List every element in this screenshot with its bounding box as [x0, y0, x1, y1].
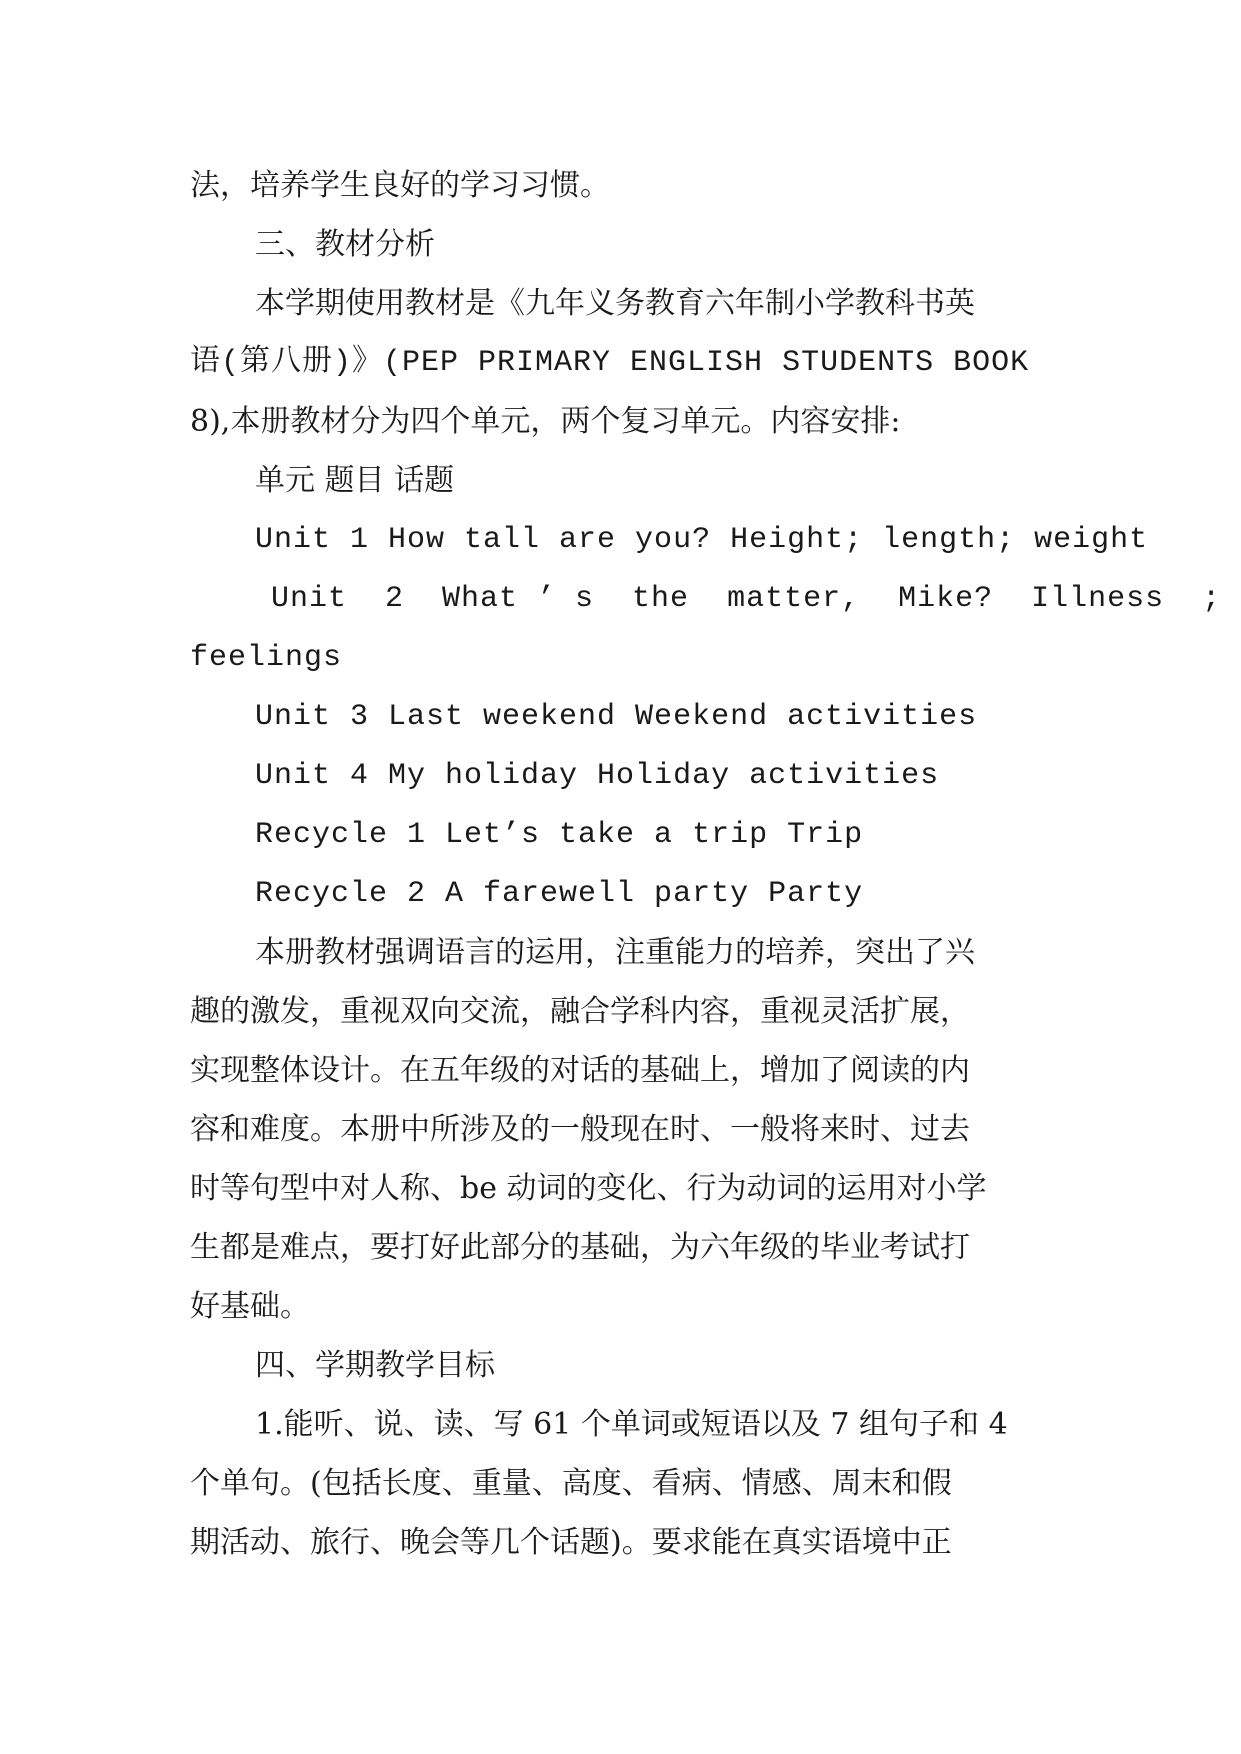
text-line: 本学期使用教材是《九年义务教育六年制小学教科书英 — [255, 286, 975, 321]
text-line: 8),本册教材分为四个单元，两个复习单元。内容安排: — [190, 404, 901, 439]
text-line: 语(第八册)》(PEP PRIMARY ENGLISH STUDENTS BOOK — [190, 346, 1030, 380]
text-line: 个单句。(包括长度、重量、高度、看病、情感、周末和假 — [190, 1466, 952, 1501]
text-line: 1.能听、说、读、写 61 个单词或短语以及 7 组句子和 4 — [255, 1407, 1008, 1442]
unit-line: Unit 1 How tall are you? Height; length; weight — [255, 523, 1149, 557]
text-line: 容和难度。本册中所涉及的一般现在时、一般将来时、过去 — [190, 1112, 970, 1147]
text-line: 趣的激发，重视双向交流，融合学科内容，重视灵活扩展， — [190, 994, 970, 1029]
text-line: 期活动、旅行、晚会等几个话题)。要求能在真实语境中正 — [190, 1525, 952, 1560]
unit-line: Unit 4 My holiday Holiday activities — [255, 759, 940, 793]
text-line: 好基础。 — [190, 1289, 310, 1324]
table-header-line: 单元 题目 话题 — [255, 463, 455, 498]
section-heading: 三、教材分析 — [255, 227, 435, 262]
unit-line: Unit 2 What ’ s the matter, Mike? Illness ; — [271, 582, 1222, 616]
text-line: 实现整体设计。在五年级的对话的基础上，增加了阅读的内 — [190, 1053, 970, 1088]
unit-line: Recycle 2 A farewell party Party — [255, 877, 864, 911]
text-line: 本册教材强调语言的运用，注重能力的培养，突出了兴 — [255, 935, 975, 970]
text-line: 生都是难点，要打好此部分的基础，为六年级的毕业考试打 — [190, 1230, 970, 1265]
unit-line: Recycle 1 Let’s take a trip Trip — [255, 818, 864, 852]
unit-line-continued: feelings — [190, 641, 343, 675]
unit-line: Unit 3 Last weekend Weekend activities — [255, 700, 978, 734]
text-line: 法，培养学生良好的学习习惯。 — [190, 168, 610, 203]
text-line: 时等句型中对人称、be 动词的变化、行为动词的运用对小学 — [190, 1171, 987, 1206]
section-heading: 四、学期教学目标 — [255, 1348, 495, 1383]
